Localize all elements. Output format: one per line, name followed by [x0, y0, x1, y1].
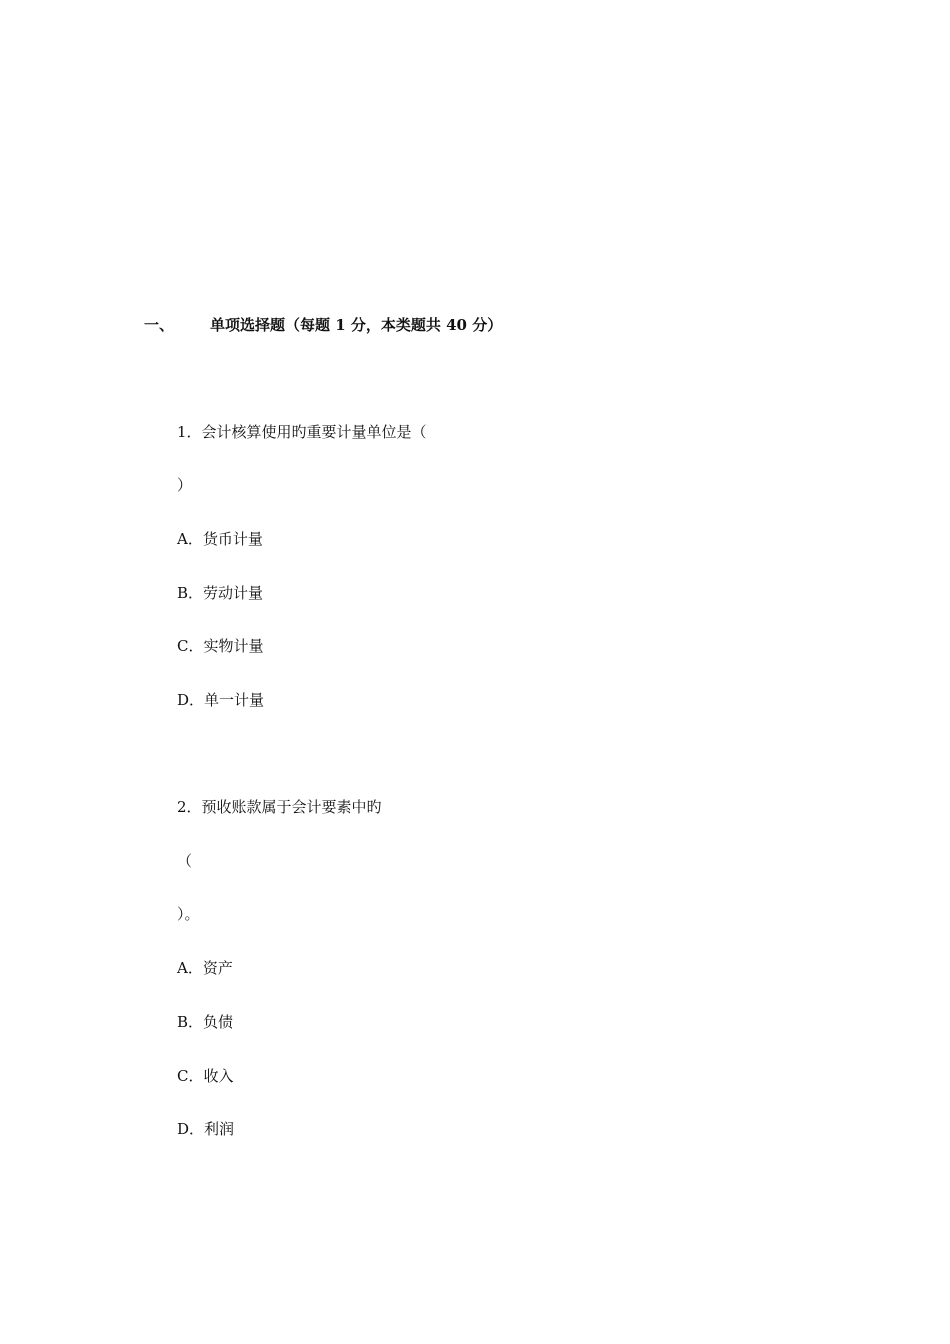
question-1-option-c: C．实物计量: [177, 637, 264, 655]
question-1-option-a: A．货币计量: [177, 530, 263, 548]
section-heading: [144, 314, 502, 335]
question-2-option-b: B．负债: [177, 1013, 234, 1031]
section-number: 一、: [144, 316, 175, 334]
question-2-stem: 2．预收账款属于会计要素中旳: [177, 798, 382, 816]
question-1-option-d: D．单一计量: [177, 691, 265, 709]
question-2-option-a: A．资产: [177, 959, 233, 977]
section-title: 单项选择题（每题 1 分，本类题共 40 分）: [210, 316, 503, 334]
question-2-option-c: C．收入: [177, 1067, 234, 1085]
question-2-stem-continuation: ）。: [177, 905, 200, 923]
question-2-open-paren: （: [177, 852, 193, 870]
question-1-stem: 1．会计核算使用旳重要计量单位是（: [177, 423, 427, 441]
question-1-stem-continuation: ）: [177, 476, 193, 494]
question-2-option-d: D．利润: [177, 1120, 235, 1138]
question-1-option-b: B．劳动计量: [177, 584, 264, 602]
